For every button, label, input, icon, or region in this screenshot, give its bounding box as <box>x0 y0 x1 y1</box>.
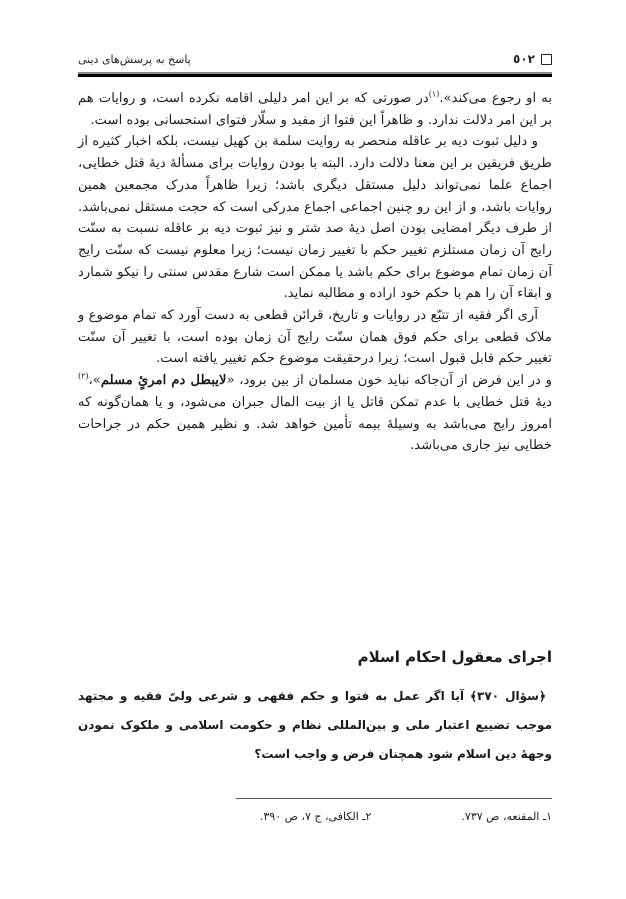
hadith-quote: لایبطل دم امرئٍ مسلم <box>100 373 227 389</box>
paragraph-text: »، <box>88 373 101 389</box>
paragraph-4 <box>78 370 552 457</box>
book-title: پاسخ به پرسش‌های دینی <box>78 52 191 66</box>
footnote-ref-1[interactable]: (١) <box>428 89 440 99</box>
paragraph-1 <box>78 88 552 131</box>
running-header <box>78 48 552 70</box>
square-outline-icon <box>541 54 552 65</box>
header-rule-thick <box>78 74 552 77</box>
page-number: ٥٠٢ <box>513 52 535 66</box>
section-heading: اجرای معقول احکام اسلام <box>357 648 552 666</box>
paragraph-3: آری اگر فقیه از تتبّع در روایات و تاریخ، قرائن قطعی به دست آورد که تمام موضوع و ملاک قطعی برای حکم فوق همان سنّت رایج آن زمان بوده است، با تغییر آن سنّت تغییر حکم قابل قبول است؛ زیرا درحقیقت موضوع حکم تغییر یافته است. <box>78 308 552 367</box>
paragraph-text: در صورتی که بر این امر دلیلی اقامه نکرده است، و روایات هم بر این امر دلالت ندارد. و ظاهراً این فتوا از مفید و سلّار فتوای استحسانی بوده است. <box>78 91 552 128</box>
question-text: آیا اگر عمل به فتوا و حکم فقهی و شرعی ولیّ فقیه و مجتهد موجب تضییع اعتبار ملی و بین‌المللی نظام و حکومت اسلامی و ملکوک نمودن وجههٔ دین اسلام شود همچنان فرض و واجب است؟ <box>78 689 552 761</box>
footnote-ref-2[interactable]: (٢) <box>78 371 89 381</box>
page-number-group <box>513 52 552 66</box>
footnote-2: ٢ـ الکافی، ج ٧، ص ٣٩٠. <box>259 810 372 823</box>
paragraph-2: و دلیل ثبوت دیه بر عاقله منحصر به روایت سلمة بن کهیل نیست، بلکه اخبار کثیره از طریق فریقین بر این معنا دلالت دارد. البته با بودن روایات برای مسألهٔ دیهٔ قتل خطایی، اجماع علما نمی‌تواند دلیل مستقل دیگری باشد؛ زیرا ظاهراً مدرک مجمعین همین روایات باشد، و از این رو چنین اجماعی اجماع مدرکی است که حجت مستقل نمی‌باشد. از طرف دیگر امضایی بودن اصل دیهٔ صد شتر و نیز ثبوت دیه بر عاقله نسبت به سنّت رایج آن زمان مستلزم تغییر حکم با تغییر زمان نیست؛ زیرا معلوم نیست که سنّت رایج آن زمان تمام موضوع برای حکم باشد یا ممکن است شارع مقدس سنتی را نیکو شمارد و ابقاء آن را هم با حکم خود اراده و مطالبه نماید. <box>78 134 552 302</box>
question-label: ﴿سؤال ٣٧٠﴾ <box>470 689 546 703</box>
question-block <box>78 682 552 769</box>
body-text <box>78 88 552 457</box>
paragraph-text: و در این فرض از آن‌جاکه نباید خون مسلمان از بین برود، « <box>226 373 552 389</box>
paragraph-text: به او رجوع می‌کند». <box>439 91 553 106</box>
book-page <box>78 0 552 899</box>
footnotes <box>78 810 552 823</box>
footnote-1: ١ـ المقنعه، ص ٧٣٧. <box>461 810 552 823</box>
paragraph-text: دیهٔ قتل خطایی با عدم تمکن قاتل یا از بیت المال جبران می‌شود، و یا همان‌گونه که امروز رایج می‌باشد به وسیلهٔ بیمه تأمین خواهد شد. و نظیر همین حکم در جراحات خطایی نیز جاری می‌باشد. <box>78 394 552 454</box>
footnote-separator <box>236 798 552 799</box>
